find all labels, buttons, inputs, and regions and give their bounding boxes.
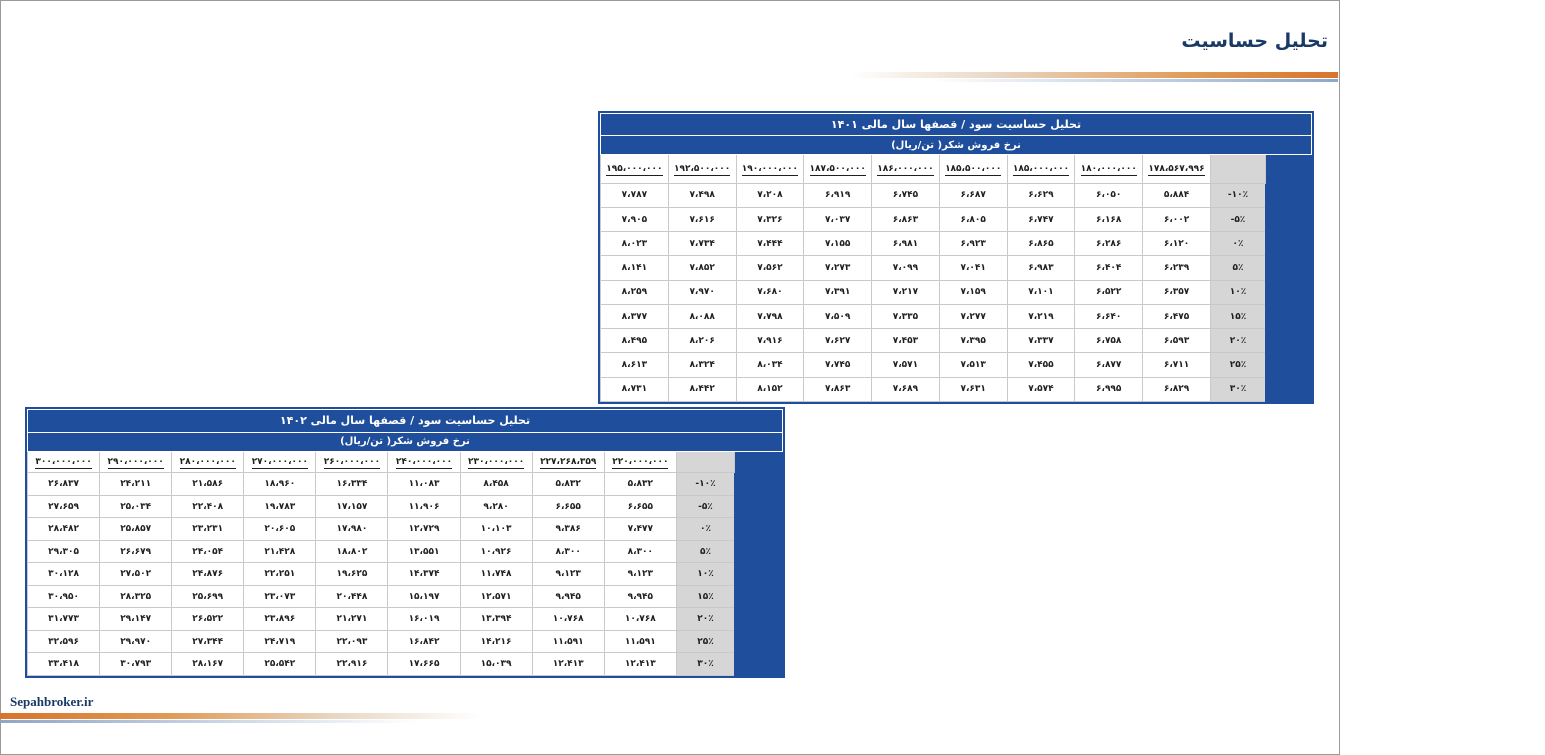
value-cell: ۳۱،۷۷۳ (28, 608, 100, 631)
value-cell: ۹،۹۴۵ (604, 585, 676, 608)
row-label: ۵٪ (676, 540, 734, 563)
table-subtitle: نرخ فروش شکر( تن/ریال) (601, 136, 1312, 155)
table-row (28, 585, 783, 608)
value-cell: ۷،۸۶۳ (804, 377, 872, 401)
value-cell: ۷،۵۷۴ (1007, 377, 1075, 401)
value-cell: ۱۷،۱۵۷ (316, 495, 388, 518)
value-cell: ۷،۴۷۷ (604, 518, 676, 541)
column-header (668, 155, 736, 183)
header-stripe (850, 72, 1338, 78)
row-label: ۱۵٪ (676, 585, 734, 608)
value-cell: ۶،۶۸۷ (939, 183, 1007, 207)
value-cell: ۱۰،۹۲۶ (460, 540, 532, 563)
value-cell: ۱۶،۸۴۲ (388, 630, 460, 653)
column-header (736, 155, 804, 183)
column-header (939, 155, 1007, 183)
value-cell: ۲۰،۶۰۵ (244, 518, 316, 541)
table-row (28, 608, 783, 631)
value-cell: ۱۳،۵۵۱ (388, 540, 460, 563)
column-header-label: ۲۷۰،۰۰۰،۰۰۰ (251, 457, 308, 468)
column-header (100, 451, 172, 472)
row-label: ۱۰٪ (1210, 280, 1265, 304)
value-cell: ۶،۸۷۷ (1075, 353, 1143, 377)
value-cell: ۲۸،۴۸۲ (28, 518, 100, 541)
corner-cell (1210, 155, 1265, 183)
value-cell: ۱۸،۸۰۲ (316, 540, 388, 563)
value-cell: ۸،۳۰۰ (604, 540, 676, 563)
table-row (601, 377, 1312, 401)
value-cell: ۱۲،۵۷۱ (460, 585, 532, 608)
column-header-label: ۱۸۶،۰۰۰،۰۰۰ (877, 164, 934, 175)
column-header-label: ۱۹۲،۵۰۰،۰۰۰ (674, 164, 731, 175)
value-cell: ۶،۵۲۲ (1075, 280, 1143, 304)
column-header (601, 155, 669, 183)
value-cell: ۷،۲۱۷ (872, 280, 940, 304)
value-cell: ۲۴،۷۱۹ (244, 630, 316, 653)
value-cell: ۷،۶۸۰ (736, 280, 804, 304)
value-cell: ۸،۴۴۲ (668, 377, 736, 401)
value-cell: ۲۶،۸۳۷ (28, 473, 100, 496)
value-cell: ۸،۰۳۴ (736, 353, 804, 377)
value-cell: ۲۸،۱۶۷ (172, 653, 244, 676)
column-header-label: ۱۸۰،۰۰۰،۰۰۰ (1080, 164, 1137, 175)
value-cell: ۷،۶۸۹ (872, 377, 940, 401)
table-row (601, 329, 1312, 353)
value-cell: ۱۶،۳۳۴ (316, 473, 388, 496)
value-cell: ۱۷،۶۶۵ (388, 653, 460, 676)
value-cell: ۸،۳۰۰ (532, 540, 604, 563)
value-cell: ۸،۱۴۱ (601, 256, 669, 280)
value-cell: ۱۲،۷۲۹ (388, 518, 460, 541)
value-cell: ۷،۷۹۸ (736, 304, 804, 328)
value-cell: ۷،۷۸۷ (601, 183, 669, 207)
value-cell: ۸،۲۰۶ (668, 329, 736, 353)
value-cell: ۶،۲۳۹ (1143, 256, 1211, 280)
row-label: ۲۰٪ (1210, 329, 1265, 353)
value-cell: ۲۷،۶۵۹ (28, 495, 100, 518)
value-cell: ۶،۹۸۱ (872, 232, 940, 256)
value-cell: ۱۷،۹۸۰ (316, 518, 388, 541)
value-cell: ۱۸،۹۶۰ (244, 473, 316, 496)
value-cell: ۲۲،۴۰۸ (172, 495, 244, 518)
corner-cell (676, 451, 734, 472)
value-cell: ۹،۹۴۵ (532, 585, 604, 608)
row-label: -۱۰٪ (1210, 183, 1265, 207)
value-cell: ۹،۲۸۰ (460, 495, 532, 518)
value-cell: ۷،۳۲۶ (736, 207, 804, 231)
value-cell: ۲۴،۰۵۴ (172, 540, 244, 563)
value-cell: ۱۱،۷۴۸ (460, 563, 532, 586)
row-label: ۲۵٪ (676, 630, 734, 653)
page-title: تحلیل حساسیت (1181, 30, 1328, 52)
value-cell: ۱۴،۳۷۴ (388, 563, 460, 586)
value-cell: ۹،۱۲۳ (532, 563, 604, 586)
value-cell: ۶،۶۵۵ (532, 495, 604, 518)
value-cell: ۱۹،۶۲۵ (316, 563, 388, 586)
value-cell: ۶،۷۴۵ (872, 183, 940, 207)
value-cell: ۲۹،۱۴۷ (100, 608, 172, 631)
value-cell: ۱۶،۰۱۹ (388, 608, 460, 631)
value-cell: ۱۵،۱۹۷ (388, 585, 460, 608)
column-header (1075, 155, 1143, 183)
column-header (872, 155, 940, 183)
value-cell: ۱۱،۵۹۱ (604, 630, 676, 653)
column-header-label: ۱۹۵،۰۰۰،۰۰۰ (606, 164, 663, 175)
value-cell: ۲۴،۸۷۶ (172, 563, 244, 586)
value-cell: ۱۱،۰۸۳ (388, 473, 460, 496)
value-cell: ۸،۴۹۵ (601, 329, 669, 353)
value-cell: ۷،۱۵۹ (939, 280, 1007, 304)
value-cell: ۲۸،۳۲۵ (100, 585, 172, 608)
value-cell: ۶،۲۸۶ (1075, 232, 1143, 256)
value-cell: ۲۳،۰۷۳ (244, 585, 316, 608)
value-cell: ۲۵،۰۳۴ (100, 495, 172, 518)
value-cell: ۲۹،۹۷۰ (100, 630, 172, 653)
value-cell: ۷،۲۰۸ (736, 183, 804, 207)
value-cell: ۱۰،۷۶۸ (604, 608, 676, 631)
value-cell: ۲۳،۸۹۶ (244, 608, 316, 631)
value-cell: ۱۳،۳۹۴ (460, 608, 532, 631)
value-cell: ۸،۰۲۳ (601, 232, 669, 256)
value-cell: ۷،۶۳۱ (939, 377, 1007, 401)
column-header (1143, 155, 1211, 183)
row-label: ۰٪ (676, 518, 734, 541)
value-cell: ۲۹،۳۰۵ (28, 540, 100, 563)
value-cell: ۱۴،۲۱۶ (460, 630, 532, 653)
value-cell: ۷،۷۳۴ (668, 232, 736, 256)
value-cell: ۸،۳۲۴ (668, 353, 736, 377)
value-cell: ۱۰،۱۰۳ (460, 518, 532, 541)
value-cell: ۶،۰۰۲ (1143, 207, 1211, 231)
value-cell: ۲۵،۵۴۲ (244, 653, 316, 676)
header-stripe-secondary (930, 79, 1338, 82)
value-cell: ۸،۷۳۱ (601, 377, 669, 401)
value-cell: ۲۰،۴۴۸ (316, 585, 388, 608)
column-header-label: ۱۸۵،۵۰۰،۰۰۰ (945, 164, 1002, 175)
value-cell: ۱۲،۴۱۳ (604, 653, 676, 676)
side-label (1265, 138, 1412, 418)
table-row (601, 183, 1312, 207)
value-cell: ۵،۸۸۴ (1143, 183, 1211, 207)
column-header (388, 451, 460, 472)
value-cell: ۲۱،۲۷۱ (316, 608, 388, 631)
row-label: -۱۰٪ (676, 473, 734, 496)
value-cell: ۷،۹۱۶ (736, 329, 804, 353)
row-label: ۳۰٪ (1210, 377, 1265, 401)
value-cell: ۲۳،۲۳۱ (172, 518, 244, 541)
value-cell: ۹،۳۸۶ (532, 518, 604, 541)
value-cell: ۱۹،۷۸۳ (244, 495, 316, 518)
column-header-label: ۲۳۰،۰۰۰،۰۰۰ (467, 457, 525, 468)
row-label: ۲۵٪ (1210, 353, 1265, 377)
table-title: تحلیل حساسیت سود / قصفها سال مالی ۱۴۰۲ (28, 410, 783, 433)
value-cell: ۷،۴۵۳ (872, 329, 940, 353)
value-cell: ۶،۶۵۵ (604, 495, 676, 518)
value-cell: ۷،۰۴۱ (939, 256, 1007, 280)
value-cell: ۶،۱۲۰ (1143, 232, 1211, 256)
column-header-label: ۳۰۰،۰۰۰،۰۰۰ (35, 457, 92, 468)
value-cell: ۷،۳۳۵ (872, 304, 940, 328)
value-cell: ۶،۶۴۰ (1075, 304, 1143, 328)
value-cell: ۷،۶۲۷ (804, 329, 872, 353)
column-header (244, 451, 316, 472)
row-label: ۱۵٪ (1210, 304, 1265, 328)
value-cell: ۲۴،۲۱۱ (100, 473, 172, 496)
row-label: -۵٪ (676, 495, 734, 518)
value-cell: ۳۰،۱۲۸ (28, 563, 100, 586)
column-header (604, 451, 676, 472)
sensitivity-table-1401 (598, 111, 1412, 418)
column-header (316, 451, 388, 472)
value-cell: ۷،۶۱۶ (668, 207, 736, 231)
column-header-label: ۱۹۰،۰۰۰،۰۰۰ (741, 164, 799, 175)
table-row (28, 518, 783, 541)
value-cell: ۶،۹۹۵ (1075, 377, 1143, 401)
footer-website: Sepahbroker.ir (10, 694, 94, 709)
row-label: ۱۰٪ (676, 563, 734, 586)
table-row (601, 353, 1312, 377)
table-row (601, 280, 1312, 304)
value-cell: ۲۲،۰۹۳ (316, 630, 388, 653)
row-label: -۵٪ (1210, 207, 1265, 231)
column-header (804, 155, 872, 183)
table-row (28, 495, 783, 518)
side-label-text: درصد افزایش و کاهش حجم فروش شکر تولیدی از چغندر (1400, 138, 1412, 418)
column-header-label: ۲۹۰،۰۰۰،۰۰۰ (107, 457, 164, 468)
value-cell: ۲۱،۵۸۶ (172, 473, 244, 496)
value-cell: ۲۱،۴۲۸ (244, 540, 316, 563)
value-cell: ۳۲،۵۹۶ (28, 630, 100, 653)
value-cell: ۲۷،۳۴۴ (172, 630, 244, 653)
value-cell: ۲۵،۸۵۷ (100, 518, 172, 541)
table-row (28, 540, 783, 563)
value-cell: ۶،۸۰۵ (939, 207, 1007, 231)
value-cell: ۳۳،۴۱۸ (28, 653, 100, 676)
value-cell: ۳۰،۹۵۰ (28, 585, 100, 608)
value-cell: ۷،۰۹۹ (872, 256, 940, 280)
value-cell: ۸،۶۱۳ (601, 353, 669, 377)
value-cell: ۶،۱۶۸ (1075, 207, 1143, 231)
side-label (734, 423, 881, 704)
value-cell: ۷،۷۴۵ (804, 353, 872, 377)
value-cell: ۷،۵۰۹ (804, 304, 872, 328)
table-row (601, 304, 1312, 328)
column-header (532, 451, 604, 472)
value-cell: ۶،۶۲۹ (1007, 183, 1075, 207)
column-header-label: ۲۴۰،۰۰۰،۰۰۰ (395, 457, 453, 468)
value-cell: ۶،۰۵۰ (1075, 183, 1143, 207)
column-header (172, 451, 244, 472)
row-label: ۲۰٪ (676, 608, 734, 631)
column-header-label: ۲۶۰،۰۰۰،۰۰۰ (323, 457, 381, 468)
value-cell: ۸،۰۸۸ (668, 304, 736, 328)
value-cell: ۲۶،۶۷۹ (100, 540, 172, 563)
value-cell: ۷،۱۰۱ (1007, 280, 1075, 304)
table-row (601, 232, 1312, 256)
row-label: ۵٪ (1210, 256, 1265, 280)
value-cell: ۷،۴۹۸ (668, 183, 736, 207)
value-cell: ۲۷،۵۰۲ (100, 563, 172, 586)
value-cell: ۷،۴۵۵ (1007, 353, 1075, 377)
value-cell: ۶،۴۰۴ (1075, 256, 1143, 280)
column-header-label: ۱۷۸،۵۶۷،۹۹۶ (1148, 164, 1205, 175)
value-cell: ۶،۹۸۳ (1007, 256, 1075, 280)
value-cell: ۶،۵۹۳ (1143, 329, 1211, 353)
footer-stripe-secondary (0, 720, 420, 723)
value-cell: ۲۶،۵۲۲ (172, 608, 244, 631)
column-header (1007, 155, 1075, 183)
value-cell: ۷،۱۵۵ (804, 232, 872, 256)
value-cell: ۱۵،۰۳۹ (460, 653, 532, 676)
value-cell: ۷،۵۶۲ (736, 256, 804, 280)
table-row (601, 207, 1312, 231)
table-row (28, 563, 783, 586)
value-cell: ۶،۷۴۷ (1007, 207, 1075, 231)
table-row (601, 256, 1312, 280)
value-cell: ۷،۵۷۱ (872, 353, 940, 377)
column-header-label: ۱۸۷،۵۰۰،۰۰۰ (809, 164, 866, 175)
footer-stripe (0, 713, 480, 719)
table-row (28, 473, 783, 496)
value-cell: ۷،۲۷۷ (939, 304, 1007, 328)
value-cell: ۷،۰۳۷ (804, 207, 872, 231)
value-cell: ۲۵،۶۹۹ (172, 585, 244, 608)
row-label: ۰٪ (1210, 232, 1265, 256)
value-cell: ۹،۱۲۳ (604, 563, 676, 586)
table-subtitle: نرخ فروش شکر( تن/ریال) (28, 432, 783, 451)
value-cell: ۸،۲۵۹ (601, 280, 669, 304)
value-cell: ۶،۹۱۹ (804, 183, 872, 207)
value-cell: ۷،۴۴۴ (736, 232, 804, 256)
value-cell: ۲۲،۹۱۶ (316, 653, 388, 676)
column-header (460, 451, 532, 472)
value-cell: ۶،۷۱۱ (1143, 353, 1211, 377)
value-cell: ۷،۹۰۵ (601, 207, 669, 231)
table-row (28, 630, 783, 653)
value-cell: ۶،۳۵۷ (1143, 280, 1211, 304)
value-cell: ۱۱،۵۹۱ (532, 630, 604, 653)
column-header-label: ۱۸۵،۰۰۰،۰۰۰ (1012, 164, 1070, 175)
value-cell: ۶،۹۲۳ (939, 232, 1007, 256)
column-header (28, 451, 100, 472)
value-cell: ۵،۸۳۲ (532, 473, 604, 496)
value-cell: ۶،۴۷۵ (1143, 304, 1211, 328)
value-cell: ۷،۳۹۱ (804, 280, 872, 304)
table-row (28, 653, 783, 676)
side-label-text: درصد افزایش و کاهش حجم فروش شکر تولیدی از چغندر (869, 423, 881, 704)
value-cell: ۷،۹۷۰ (668, 280, 736, 304)
row-label: ۳۰٪ (676, 653, 734, 676)
value-cell: ۸،۱۵۲ (736, 377, 804, 401)
value-cell: ۳۰،۷۹۳ (100, 653, 172, 676)
value-cell: ۶،۷۵۸ (1075, 329, 1143, 353)
value-cell: ۵،۸۳۲ (604, 473, 676, 496)
value-cell: ۷،۲۷۳ (804, 256, 872, 280)
value-cell: ۱۱،۹۰۶ (388, 495, 460, 518)
column-header-label: ۲۸۰،۰۰۰،۰۰۰ (179, 457, 236, 468)
value-cell: ۶،۸۶۵ (1007, 232, 1075, 256)
column-header-label: ۲۲۰،۰۰۰،۰۰۰ (612, 457, 669, 468)
value-cell: ۱۲،۴۱۳ (532, 653, 604, 676)
value-cell: ۲۲،۲۵۱ (244, 563, 316, 586)
value-cell: ۷،۲۱۹ (1007, 304, 1075, 328)
value-cell: ۸،۳۷۷ (601, 304, 669, 328)
value-cell: ۸،۴۵۸ (460, 473, 532, 496)
value-cell: ۶،۸۶۳ (872, 207, 940, 231)
value-cell: ۷،۵۱۳ (939, 353, 1007, 377)
column-header-label: ۲۲۷،۲۶۸،۳۵۹ (540, 457, 597, 468)
value-cell: ۷،۳۹۵ (939, 329, 1007, 353)
value-cell: ۷،۸۵۲ (668, 256, 736, 280)
value-cell: ۷،۳۳۷ (1007, 329, 1075, 353)
value-cell: ۶،۸۲۹ (1143, 377, 1211, 401)
table-title: تحلیل حساسیت سود / قصفها سال مالی ۱۴۰۱ (601, 114, 1312, 136)
value-cell: ۱۰،۷۶۸ (532, 608, 604, 631)
